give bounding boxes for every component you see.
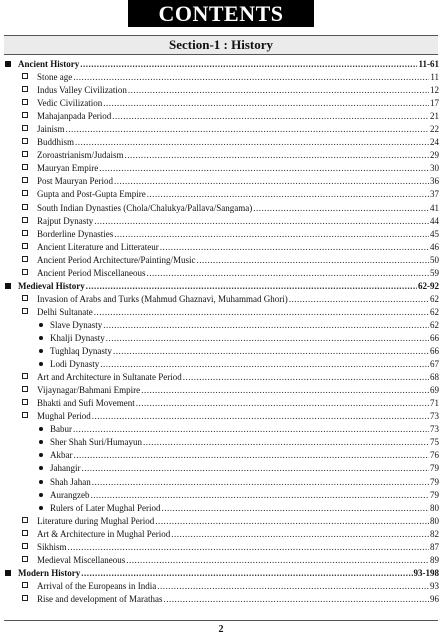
toc-entry-title: Jahangir: [50, 463, 81, 474]
toc-entry-page: 12: [430, 85, 439, 96]
toc-subchapter-row: [0, 358, 442, 371]
toc-entry: [37, 306, 439, 319]
dot-leader: [66, 123, 429, 136]
toc-entry-title: Post Mauryan Period: [37, 176, 113, 187]
toc-entry-page: 93: [430, 580, 439, 591]
toc-entry-title: Rise and development of Marathas: [37, 593, 163, 604]
toc-entry-title: Literature during Mughal Period: [37, 515, 155, 526]
square-box-bullet-icon: [22, 528, 28, 541]
round-bullet-icon: [39, 462, 43, 475]
toc-entry: [37, 149, 439, 162]
toc-chapter-row: [0, 136, 442, 149]
toc-entry-title: Sikhism: [37, 541, 67, 552]
square-box-bullet-icon: [22, 384, 28, 397]
dot-leader: [125, 149, 430, 162]
toc-entry-title: Indus Valley Civilization: [37, 85, 127, 96]
toc-chapter-row: [0, 528, 442, 541]
toc-entry: [18, 567, 439, 580]
toc-entry: [37, 84, 439, 97]
toc-entry-title: Buddhism: [37, 137, 75, 148]
square-box-bullet-icon: [22, 215, 28, 228]
toc-chapter-row: [0, 84, 442, 97]
toc-entry: [37, 515, 439, 528]
square-box-bullet-icon: [22, 397, 28, 410]
toc-entry-page: 11-61: [418, 59, 439, 69]
dot-leader: [126, 554, 429, 567]
toc-entry-page: 62: [430, 306, 439, 317]
dot-leader: [146, 267, 429, 280]
toc-entry-title: Rajput Dynasty: [37, 215, 94, 226]
toc-entry: [37, 202, 439, 215]
toc-entry: [50, 436, 439, 449]
toc-entry: [37, 228, 439, 241]
toc-entry-page: 75: [430, 437, 439, 448]
toc-entry: [37, 528, 439, 541]
dot-leader: [163, 593, 429, 606]
toc-entry: [37, 554, 439, 567]
toc-entry: [50, 462, 439, 475]
square-box-bullet-icon: [22, 188, 28, 201]
dot-leader: [80, 58, 417, 71]
square-box-bullet-icon: [22, 97, 28, 110]
toc-entry-page: 66: [430, 332, 439, 343]
toc-chapter-row: [0, 384, 442, 397]
toc-chapter-row: [0, 228, 442, 241]
toc-subchapter-row: [0, 423, 442, 436]
toc-entry-page: 66: [430, 346, 439, 357]
filled-square-bullet-icon: [5, 280, 11, 293]
toc-entry: [37, 541, 439, 554]
square-box-bullet-icon: [22, 267, 28, 280]
square-box-bullet-icon: [22, 580, 28, 593]
footer-divider: [4, 620, 438, 621]
toc-entry-page: 30: [430, 163, 439, 174]
contents-banner: CONTENTS: [128, 0, 314, 27]
dot-leader: [73, 71, 429, 84]
dot-leader: [100, 358, 429, 371]
toc-entry-page: 59: [430, 267, 439, 278]
toc-entry-title: Slave Dynasty: [50, 319, 103, 330]
round-bullet-icon: [39, 423, 43, 436]
square-box-bullet-icon: [22, 306, 28, 319]
toc-chapter-row: [0, 267, 442, 280]
toc-entry: [50, 345, 439, 358]
toc-entry-page: 62: [430, 319, 439, 330]
toc-part-row: [0, 567, 442, 580]
toc-entry: [37, 71, 439, 84]
dot-leader: [86, 280, 417, 293]
dot-leader: [92, 476, 429, 489]
toc-entry-title: Borderline Dynasties: [37, 228, 114, 239]
toc-entry-page: 82: [430, 528, 439, 539]
section-heading: Section-1 : History: [4, 35, 438, 55]
dot-leader: [143, 436, 429, 449]
dot-leader: [183, 371, 429, 384]
toc-entry-page: 67: [430, 359, 439, 370]
dot-leader: [157, 580, 429, 593]
round-bullet-icon: [39, 449, 43, 462]
dot-leader: [106, 332, 429, 345]
toc-entry-page: 76: [430, 450, 439, 461]
toc-entry-page: 11: [430, 72, 439, 83]
toc-entry-page: 62: [430, 293, 439, 304]
square-box-bullet-icon: [22, 71, 28, 84]
toc-subchapter-row: [0, 462, 442, 475]
toc-entry-title: Shah Jahan: [50, 476, 91, 487]
square-box-bullet-icon: [22, 293, 28, 306]
toc-chapter-row: [0, 241, 442, 254]
square-box-bullet-icon: [22, 202, 28, 215]
toc-entry: [50, 489, 439, 502]
round-bullet-icon: [39, 332, 43, 345]
page-number: 2: [218, 624, 224, 635]
toc-entry-page: 87: [430, 541, 439, 552]
square-box-bullet-icon: [22, 241, 28, 254]
toc-chapter-row: [0, 580, 442, 593]
toc-entry: [37, 97, 439, 110]
toc-entry: [50, 332, 439, 345]
toc-entry-page: 93-198: [413, 567, 439, 578]
toc-chapter-row: [0, 215, 442, 228]
toc-entry-title: South Indian Dynasties (Chola/Chalukya/Pallava/Sangama): [37, 202, 253, 213]
toc-entry-title: Gupta and Post-Gupta Empire: [37, 189, 146, 200]
toc-entry-title: Ancient Period Miscellaneous: [37, 267, 146, 278]
square-box-bullet-icon: [22, 110, 28, 123]
toc-entry-page: 69: [430, 385, 439, 396]
toc-entry-title: Arrival of the Europeans in India: [37, 580, 157, 591]
toc-entry: [37, 136, 439, 149]
square-box-bullet-icon: [22, 371, 28, 384]
toc-entry-title: Stone age: [37, 72, 73, 83]
toc-entry-title: Art & Architecture in Mughal Period: [37, 528, 171, 539]
dot-leader: [128, 84, 429, 97]
round-bullet-icon: [39, 489, 43, 502]
round-bullet-icon: [39, 502, 43, 515]
toc-entry-title: Delhi Sultanate: [37, 306, 93, 317]
toc-entry: [37, 188, 439, 201]
toc-entry-title: Mauryan Empire: [37, 163, 99, 174]
toc-entry-title: Lodi Dynasty: [50, 359, 100, 370]
toc-chapter-row: [0, 123, 442, 136]
toc-entry-title: Invasion of Arabs and Turks (Mahmud Ghaznavi, Muhammad Ghori): [37, 293, 288, 304]
toc-entry: [37, 410, 439, 423]
toc-entry: [37, 215, 439, 228]
toc-entry-page: 80: [430, 502, 439, 513]
toc-entry-page: 73: [430, 424, 439, 435]
round-bullet-icon: [39, 436, 43, 449]
toc-entry-page: 62-92: [418, 280, 439, 291]
toc-entry-title: Mahajanpada Period: [37, 111, 112, 122]
toc-chapter-row: [0, 254, 442, 267]
dot-leader: [92, 410, 429, 423]
square-box-bullet-icon: [22, 149, 28, 162]
toc-entry-title: Medieval Miscellaneous: [37, 554, 126, 565]
square-box-bullet-icon: [22, 541, 28, 554]
toc-entry: [37, 241, 439, 254]
toc-entry-page: 17: [430, 98, 439, 109]
toc-entry-title: Vijaynagar/Bahmani Empire: [37, 385, 141, 396]
dot-leader: [94, 306, 429, 319]
toc-chapter-row: [0, 293, 442, 306]
toc-entry-title: Jainism: [37, 124, 65, 135]
toc-chapter-row: [0, 554, 442, 567]
toc-entry-title: Aurangzeb: [50, 489, 90, 500]
square-box-bullet-icon: [22, 554, 28, 567]
dot-leader: [94, 215, 429, 228]
dot-leader: [289, 293, 429, 306]
filled-square-bullet-icon: [5, 567, 11, 580]
square-box-bullet-icon: [22, 123, 28, 136]
dot-leader: [161, 502, 429, 515]
dot-leader: [160, 241, 429, 254]
toc-entry-page: 46: [430, 241, 439, 252]
toc-entry-title: Modern History: [18, 567, 81, 578]
toc-chapter-row: [0, 97, 442, 110]
dot-leader: [114, 175, 429, 188]
toc-entry-page: 21: [430, 111, 439, 122]
toc-subchapter-row: [0, 502, 442, 515]
dot-leader: [113, 345, 429, 358]
dot-leader: [114, 228, 429, 241]
toc-entry-title: Ancient Literature and Litterateur: [37, 241, 159, 252]
toc-entry-page: 50: [430, 254, 439, 265]
toc-subchapter-row: [0, 332, 442, 345]
toc-subchapter-row: [0, 345, 442, 358]
toc-chapter-row: [0, 306, 442, 319]
dot-leader: [73, 423, 429, 436]
toc-entry: [37, 580, 439, 593]
toc-entry-title: Art and Architecture in Sultanate Period: [37, 372, 182, 383]
square-box-bullet-icon: [22, 84, 28, 97]
dot-leader: [155, 515, 429, 528]
toc-entry: [37, 162, 439, 175]
toc-entry: [37, 110, 439, 123]
toc-entry-page: 22: [430, 124, 439, 135]
toc-entry-page: 24: [430, 137, 439, 148]
toc-entry-page: 79: [430, 463, 439, 474]
square-box-bullet-icon: [22, 175, 28, 188]
toc-subchapter-row: [0, 476, 442, 489]
square-box-bullet-icon: [22, 593, 28, 606]
toc-chapter-row: [0, 175, 442, 188]
toc-entry-title: Khalji Dynasty: [50, 332, 105, 343]
toc-entry: [37, 293, 439, 306]
filled-square-bullet-icon: [5, 58, 11, 71]
toc-chapter-row: [0, 162, 442, 175]
dot-leader: [112, 110, 429, 123]
toc-chapter-row: [0, 188, 442, 201]
toc-entry-title: Rulers of Later Mughal Period: [50, 502, 161, 513]
toc-entry-title: Medieval History: [18, 280, 85, 291]
toc-entry: [37, 267, 439, 280]
toc-entry-page: 80: [430, 515, 439, 526]
toc-entry-page: 79: [430, 489, 439, 500]
toc-subchapter-row: [0, 436, 442, 449]
toc-entry-title: Vedic Civilization: [37, 98, 103, 109]
toc-entry-title: Ancient History: [18, 59, 80, 69]
toc-entry-title: Mughal Period: [37, 411, 91, 422]
toc-entry-page: 73: [430, 411, 439, 422]
dot-leader: [103, 319, 429, 332]
toc-entry: [50, 358, 439, 371]
square-box-bullet-icon: [22, 410, 28, 423]
toc-subchapter-row: [0, 449, 442, 462]
toc-entry-page: 41: [430, 202, 439, 213]
toc-entry: [37, 371, 439, 384]
toc-entry: [37, 593, 439, 606]
round-bullet-icon: [39, 319, 43, 332]
dot-leader: [141, 384, 429, 397]
dot-leader: [75, 136, 429, 149]
toc-chapter-row: [0, 149, 442, 162]
toc-entry-title: Babur: [50, 424, 72, 435]
toc-entry: [50, 423, 439, 436]
toc-entry-title: Sher Shah Suri/Humayun: [50, 437, 142, 448]
toc-entry-title: Tughlaq Dynasty: [50, 346, 112, 357]
toc-entry-page: 45: [430, 228, 439, 239]
toc-chapter-row: [0, 110, 442, 123]
toc-entry: [18, 58, 439, 71]
toc-entry-title: Bhakti and Sufi Movement: [37, 398, 135, 409]
dot-leader: [74, 449, 430, 462]
round-bullet-icon: [39, 476, 43, 489]
toc-entry-title: Akbar: [50, 450, 73, 461]
toc-entry-page: 44: [430, 215, 439, 226]
toc-subchapter-row: [0, 319, 442, 332]
toc-entry-page: 79: [430, 476, 439, 487]
square-box-bullet-icon: [22, 136, 28, 149]
toc-entry-page: 89: [430, 554, 439, 565]
dot-leader: [147, 188, 429, 201]
toc-chapter-row: [0, 410, 442, 423]
square-box-bullet-icon: [22, 162, 28, 175]
toc-chapter-row: [0, 202, 442, 215]
toc-entry-page: 71: [430, 398, 439, 409]
dot-leader: [82, 462, 430, 475]
toc-entry: [37, 123, 439, 136]
toc-chapter-row: [0, 71, 442, 84]
toc-entry: [37, 397, 439, 410]
toc-entry-title: Zoroastrianism/Judaism: [37, 150, 124, 161]
square-box-bullet-icon: [22, 254, 28, 267]
dot-leader: [99, 162, 429, 175]
toc-entry: [37, 254, 439, 267]
dot-leader: [253, 202, 429, 215]
toc-chapter-row: [0, 593, 442, 606]
toc-entry-page: 96: [430, 593, 439, 604]
toc-entry: [50, 502, 439, 515]
toc-part-row: [0, 280, 442, 293]
dot-leader: [81, 567, 412, 580]
toc-chapter-row: [0, 515, 442, 528]
round-bullet-icon: [39, 345, 43, 358]
round-bullet-icon: [39, 358, 43, 371]
toc-entry: [50, 449, 439, 462]
toc-entry: [37, 175, 439, 188]
table-of-contents: [0, 58, 442, 606]
toc-entry-page: 37: [430, 189, 439, 200]
toc-entry-page: 68: [430, 372, 439, 383]
dot-leader: [136, 397, 429, 410]
dot-leader: [103, 97, 429, 110]
square-box-bullet-icon: [22, 228, 28, 241]
toc-entry: [37, 384, 439, 397]
dot-leader: [196, 254, 429, 267]
toc-part-row: [0, 58, 442, 71]
toc-entry-title: Ancient Period Architecture/Painting/Music: [37, 254, 196, 265]
square-box-bullet-icon: [22, 515, 28, 528]
toc-entry-page: 29: [430, 150, 439, 161]
dot-leader: [90, 489, 429, 502]
toc-chapter-row: [0, 541, 442, 554]
toc-entry-page: 36: [430, 176, 439, 187]
dot-leader: [171, 528, 429, 541]
toc-chapter-row: [0, 371, 442, 384]
toc-subchapter-row: [0, 489, 442, 502]
toc-entry: [50, 319, 439, 332]
dot-leader: [68, 541, 429, 554]
toc-entry: [18, 280, 439, 293]
toc-chapter-row: [0, 397, 442, 410]
toc-entry: [50, 476, 439, 489]
